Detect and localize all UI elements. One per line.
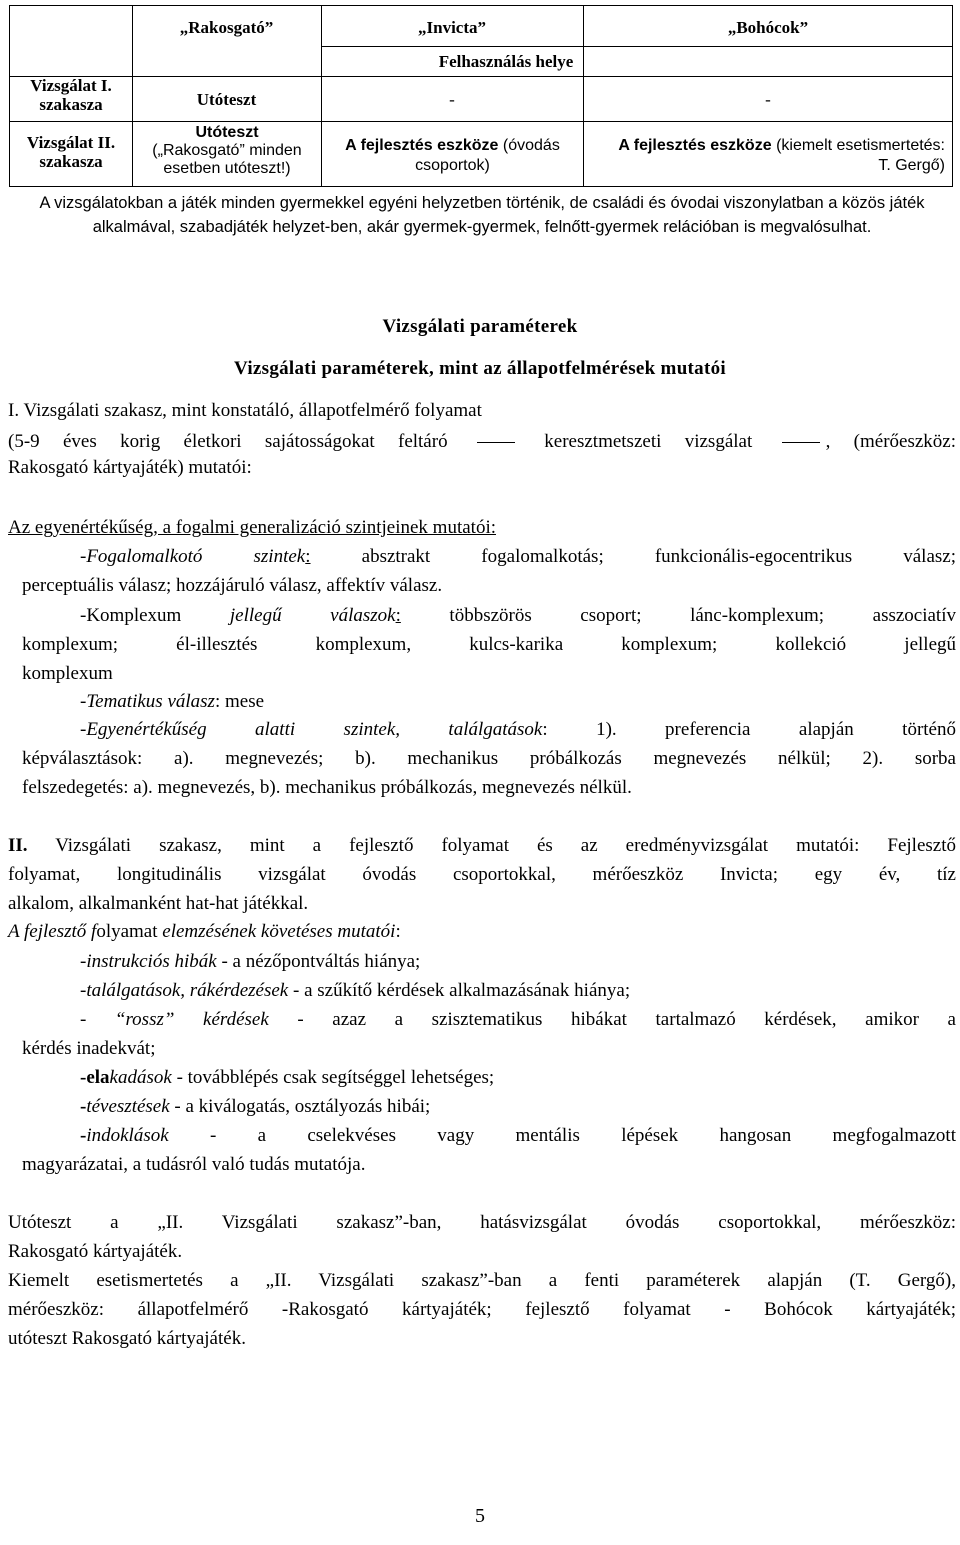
fogalom-colon: : — [305, 546, 311, 567]
item-indoklasok — [80, 1122, 956, 1149]
item-label: találgatások, rákérdezések — [86, 980, 289, 1001]
section2-subtitle — [8, 918, 401, 945]
egyenertekuseg-line3: felszedegetés: a). megnevezés, b). mechanikus próbálkozás, megnevezés nélkül. — [22, 777, 632, 798]
row2-col1 — [138, 124, 316, 178]
item-prefix: - — [80, 1125, 87, 1146]
egyenertekuseg-line2: képválasztások: a). megnevezés; b). mechanikus próbálkozás megnevezés nélkül; 2). sorba — [22, 748, 956, 769]
row1-col3: - — [765, 90, 771, 109]
section2-line3: alkalom, alkalmanként hat-hat játékkal. — [8, 893, 309, 914]
page-number: 5 — [475, 1505, 485, 1527]
header-bohocok: „Bohócok” — [727, 18, 809, 37]
egyenertekuseg-line1 — [80, 716, 956, 743]
item-prefix: - — [80, 951, 87, 972]
section1-title: I. Vizsgálati szakasz, mint konstatáló, állapotfelmérő folyamat — [8, 400, 482, 421]
item-text: - a kiválogatás, osztályozás hibái; — [169, 1096, 431, 1117]
section1-line3: Rakosgató kártyajáték) mutatói: — [8, 457, 252, 478]
item-text: - a szűkítő kérdések alkalmazásának hiánya; — [288, 980, 631, 1001]
fogalom-text: absztrakt fogalomalkotás; funkcionális-egocentrikus válasz; — [310, 546, 957, 567]
item-elakadasok — [80, 1064, 494, 1091]
intro-paragraph: A vizsgálatokban a játék minden gyermekkel egyéni helyzetben történik, de családi és óvodai viszonylatban a közös játék alkalmával, szabadjáték helyzet-ben, akár gyermek-gyermek, felnőtt-gyermek relációban is megvalósulhat. — [39, 194, 925, 236]
row1-label: Vizsgálat I. szakasza — [30, 76, 112, 114]
section1-subtitle: Az egyenértékűség, a fogalmi generalizáció szintjeinek mutatói: — [8, 517, 496, 538]
item-label: tévesztések — [86, 1096, 170, 1117]
section2-line1 — [8, 832, 956, 859]
row2-col3-rest: (kiemelt esetismertetés: T. Gergő) — [776, 137, 945, 174]
item-talalgatasok — [80, 977, 630, 1004]
item-text: - azaz a szisztematikus hibákat tartalmazó kérdések, amikor a — [268, 1009, 956, 1030]
tematikus-line — [80, 688, 264, 715]
item-prefix: -ela — [80, 1067, 110, 1088]
item-text: - továbblépés csak segítséggel lehetséges; — [171, 1067, 495, 1088]
komplexum-line1 — [80, 602, 956, 629]
row2-col1-title: Utóteszt — [195, 124, 259, 141]
section2-sub-d: : — [395, 921, 401, 942]
tematikus-text: : mese — [214, 691, 265, 712]
item-label: “rossz” kérdések — [114, 1009, 269, 1030]
item-prefix: - — [80, 1096, 87, 1117]
section2-line2: folyamat, longitudinális vizsgálat óvodás csoportokkal, mérőeszköz Invicta; egy év, tíz — [8, 864, 956, 885]
komplexum-text: többszörös csoport; lánc-komplexum; asszociatív — [400, 605, 956, 626]
row2-col2 — [330, 136, 575, 176]
item-prefix: - — [80, 980, 87, 1001]
heading-parameters: Vizsgálati paraméterek — [382, 316, 578, 337]
em-dash-1 — [477, 442, 515, 443]
tematikus-label: -Tematikus válasz — [80, 691, 215, 712]
section2-sub-a: A fejlesztő f — [8, 921, 97, 942]
item-indoklasok-cont: magyarázatai, a tudásról való tudás mutatója. — [22, 1154, 366, 1175]
em-dash-2 — [782, 442, 820, 443]
item-text: - a cselekvéses vagy mentális lépések hangosan megfogalmazott — [168, 1125, 956, 1146]
closing-p2-line2: mérőeszköz: állapotfelmérő -Rakosgató kártyajáték; fejlesztő folyamat - Bohócok kártyajáték; — [8, 1299, 956, 1320]
komplexum-colon: : — [395, 605, 401, 626]
item-rossz-kerdesek-cont: kérdés inadekvát; — [22, 1038, 156, 1059]
closing-p2-line1: Kiemelt esetismertetés a „II. Vizsgálati szakasz”-ban a fenti paraméterek alapján (T. Gergő), — [8, 1270, 956, 1291]
closing-p2-line3: utóteszt Rakosgató kártyajáték. — [8, 1328, 246, 1349]
row1-col2: - — [449, 90, 455, 109]
section2-roman: II. — [8, 835, 28, 856]
fogalom-line2: perceptuális válasz; hozzájáruló válasz, affektív válasz. — [22, 575, 443, 596]
item-label: indoklások — [86, 1125, 169, 1146]
item-label: instrukciós hibák — [86, 951, 217, 972]
item-rossz-kerdesek — [80, 1006, 956, 1033]
overview-table — [9, 5, 953, 187]
item-label: kadások — [109, 1067, 172, 1088]
item-tevesztesek — [80, 1093, 430, 1120]
komplexum-line2: komplexum; él-illesztés komplexum, kulcs-karika komplexum; kollekció jellegű — [22, 634, 956, 655]
egyenertekuseg-text: : 1). preferencia alapján történő — [542, 719, 956, 740]
section2-sub-b: olyamat — [96, 921, 163, 942]
komplexum-line3: komplexum — [22, 663, 113, 684]
row2-col3-bold: A fejlesztés eszköze — [618, 137, 772, 154]
komplexum-label: jellegű válaszok — [229, 605, 396, 626]
item-instrukcios — [80, 948, 420, 975]
closing-p1-line1: Utóteszt a „II. Vizsgálati szakasz”-ban, hatásvizsgálat óvodás csoportokkal, mérőeszköz: — [8, 1212, 956, 1233]
fogalom-line1 — [80, 543, 956, 570]
closing-p1-line2: Rakosgató kártyajáték. — [8, 1241, 183, 1262]
row2-col2-bold: A fejlesztés eszköze — [345, 137, 499, 154]
egyenertekuseg-label: -Egyenértékűség alatti szintek, találgatások — [80, 719, 543, 740]
header-rakosgato: „Rakosgató” — [179, 18, 274, 37]
item-text: - a nézőpontváltás hiánya; — [216, 951, 421, 972]
komplexum-prefix: -Komplexum — [80, 605, 230, 626]
row2-col2-rest: (óvodás csoportok) — [415, 137, 560, 174]
section1-line2-c: , (mérőeszköz: — [825, 431, 957, 452]
fogalom-label: -Fogalomalkotó szintek — [80, 546, 306, 567]
heading-parameters-indicators: Vizsgálati paraméterek, mint az állapotfelmérések mutatói — [234, 358, 726, 379]
header-felhasznalas: Felhasználás helye — [438, 52, 574, 71]
row2-col3 — [610, 136, 945, 176]
row2-col1-rest: („Rakosgató” minden esetben utóteszt!) — [152, 142, 302, 177]
section2-line1-text: Vizsgálati szakasz, mint a fejlesztő folyamat és az eredményvizsgálat mutatói: Fejlesztő — [27, 835, 956, 856]
header-invicta: „Invicta” — [418, 18, 486, 37]
row1-col1: Utóteszt — [196, 90, 257, 109]
section1-line2-a: (5-9 éves korig életkori sajátosságokat feltáró — [8, 431, 448, 452]
item-prefix: - — [80, 1009, 115, 1030]
row2-label: Vizsgálat II. szakasza — [26, 133, 116, 171]
section1-line2-b: keresztmetszeti vizsgálat — [544, 431, 753, 452]
section2-sub-c: elemzésének követéses mutatói — [162, 921, 396, 942]
section1-line2 — [8, 428, 956, 455]
